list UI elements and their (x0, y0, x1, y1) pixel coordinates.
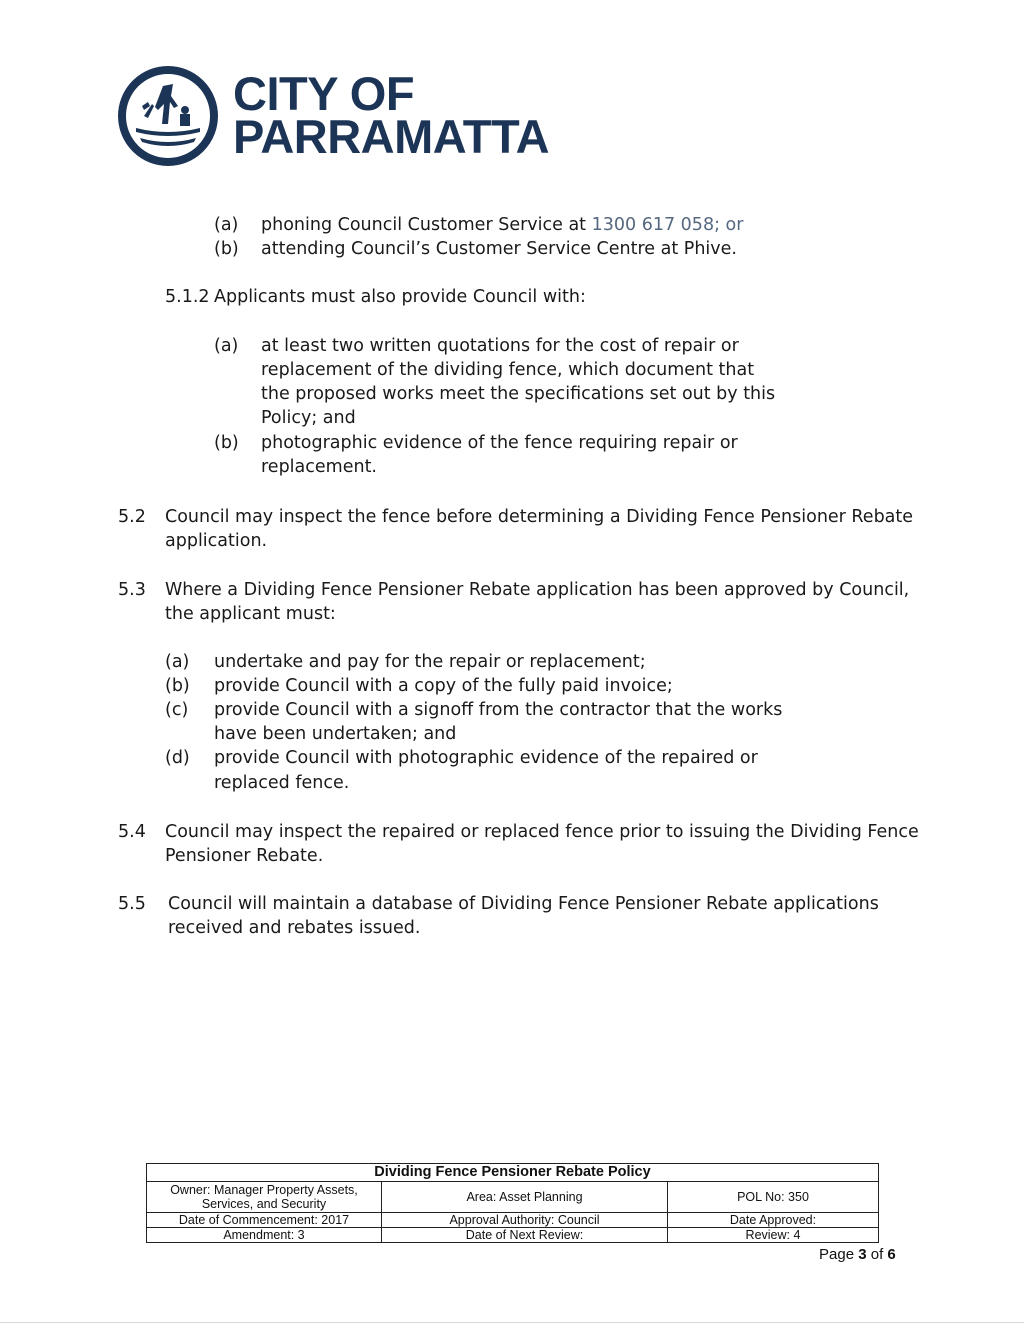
section-number: 5.3 (118, 580, 146, 600)
list-item-line: replacement of the dividing fence, which document that (261, 360, 755, 380)
list-item-line: provide Council with photographic evidence of the repaired or (214, 748, 758, 768)
date-approved-cell: Date Approved: (668, 1213, 879, 1228)
page-word: Page (819, 1246, 855, 1263)
council-emblem-icon (118, 66, 218, 166)
list-label: (a) (165, 652, 190, 672)
list-label: (b) (214, 433, 239, 453)
list-item-line: at least two written quotations for the cost of repair or (261, 336, 739, 356)
review-cell: Review: 4 (668, 1228, 879, 1243)
list-item-line: replaced fence. (214, 773, 350, 793)
city-of-parramatta-logo (118, 66, 558, 170)
list-item-text: phoning Council Customer Service at (261, 215, 592, 235)
list-label: (b) (214, 239, 239, 259)
section-number: 5.5 (118, 894, 146, 914)
list-item (261, 213, 743, 237)
list-item-line: undertake and pay for the repair or replacement; (214, 652, 646, 672)
page-current: 3 (858, 1246, 867, 1263)
list-item-line: have been undertaken; and (214, 724, 457, 744)
policy-title: Dividing Fence Pensioner Rebate Policy (147, 1164, 879, 1182)
logo-wordmark (233, 67, 550, 163)
list-item-line: replacement. (261, 457, 377, 477)
page-number (819, 1246, 896, 1263)
next-review-cell: Date of Next Review: (382, 1228, 668, 1243)
logo-line-2: PARRAMATTA (233, 110, 550, 163)
clause-text: Applicants must also provide Council with: (214, 287, 586, 307)
list-item-line: Policy; and (261, 408, 356, 428)
list-item: attending Council’s Customer Service Centre at Phive. (261, 239, 737, 259)
list-item-line: provide Council with a copy of the fully paid invoice; (214, 676, 673, 696)
policy-footer-table (146, 1163, 879, 1243)
amendment-cell: Amendment: 3 (147, 1228, 382, 1243)
logo-line-1: CITY OF (233, 67, 415, 120)
list-label: (b) (165, 676, 190, 696)
area-cell: Area: Asset Planning (382, 1182, 668, 1213)
list-label: (c) (165, 700, 189, 720)
approval-authority-cell: Approval Authority: Council (382, 1213, 668, 1228)
section-line: application. (165, 531, 268, 551)
owner-line: Owner: Manager Property Assets, (170, 1183, 358, 1197)
list-item-line: the proposed works meet the specifications set out by this (261, 384, 776, 404)
section-line: Council will maintain a database of Dividing Fence Pensioner Rebate applications (168, 894, 879, 914)
page-bottom-divider (0, 1322, 1024, 1323)
section-number: 5.4 (118, 822, 146, 842)
section-line: the applicant must: (165, 604, 336, 624)
phone-number: 1300 617 058; or (591, 215, 744, 235)
section-number: 5.2 (118, 507, 146, 527)
list-label: (a) (214, 336, 239, 356)
list-label: (a) (214, 215, 239, 235)
section-line: Council may inspect the fence before determining a Dividing Fence Pensioner Rebate (165, 507, 914, 527)
list-label: (d) (165, 748, 190, 768)
pol-no-cell: POL No: 350 (668, 1182, 879, 1213)
section-line: received and rebates issued. (168, 918, 421, 938)
clause-number: 5.1.2 (165, 287, 210, 307)
page-of: of (870, 1246, 884, 1263)
section-line: Council may inspect the repaired or replaced fence prior to issuing the Dividing Fence (165, 822, 919, 842)
page-total: 6 (887, 1246, 896, 1263)
list-item-line: provide Council with a signoff from the contractor that the works (214, 700, 783, 720)
section-line: Where a Dividing Fence Pensioner Rebate application has been approved by Council, (165, 580, 910, 600)
list-item-line: photographic evidence of the fence requiring repair or (261, 433, 738, 453)
section-line: Pensioner Rebate. (165, 846, 324, 866)
owner-cell (147, 1182, 382, 1213)
commencement-cell: Date of Commencement: 2017 (147, 1213, 382, 1228)
owner-line: Services, and Security (201, 1197, 327, 1211)
